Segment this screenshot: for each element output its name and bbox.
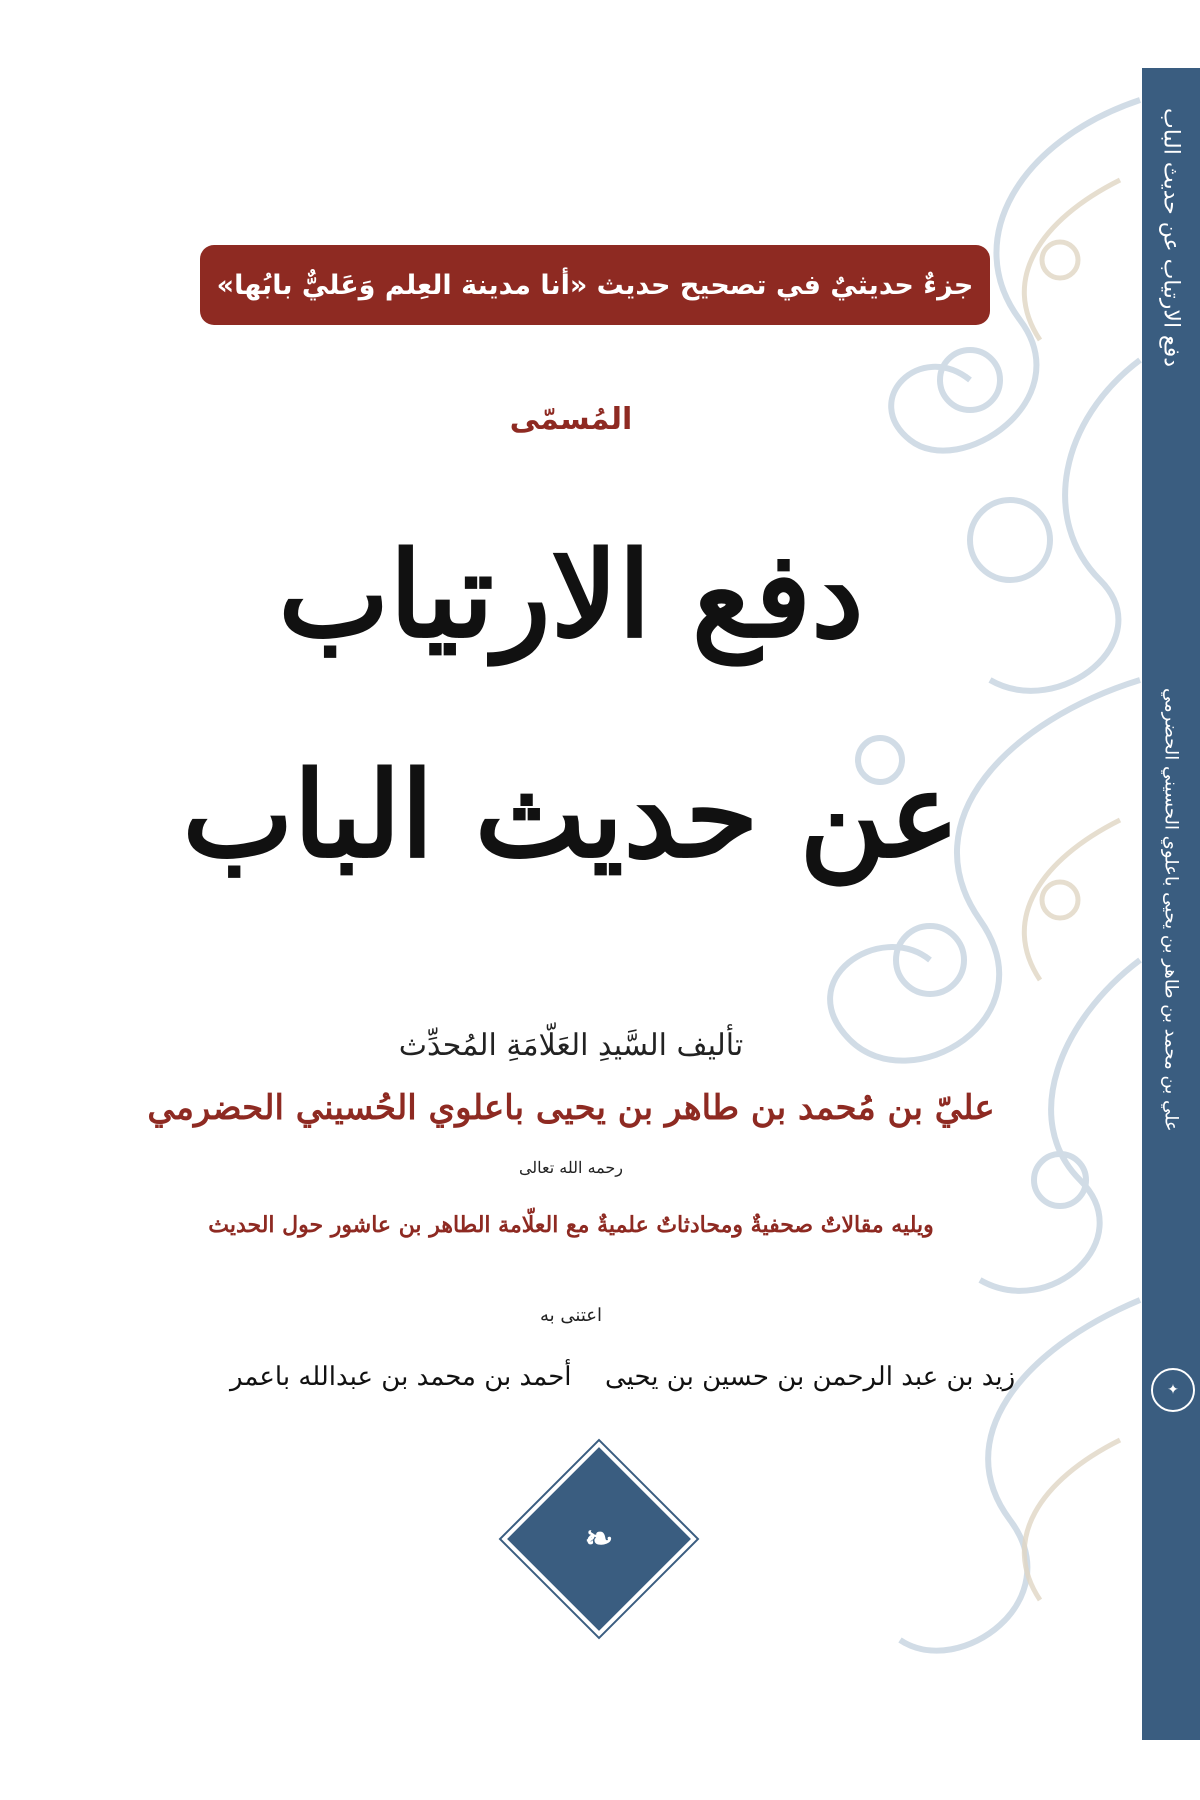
series-banner — [200, 245, 990, 325]
banner-text: جزءٌ حديثيٌ في تصحيح حديث «أنا مدينة العِلم وَعَليٌّ بابُها» — [216, 269, 974, 301]
book-spine — [1142, 68, 1200, 1740]
named-label: المُسمّى — [509, 402, 633, 437]
publisher-logo-icon: ❧ — [584, 1519, 614, 1559]
editor-name: زيد بن عبد الرحمن بن حسين بن يحيى — [605, 1362, 1016, 1392]
editors-label: اعتنى به — [540, 1305, 602, 1326]
publisher-logo — [501, 1441, 696, 1636]
book-title-line-2: عن حديث الباب — [182, 745, 960, 884]
author-name: عليّ بن مُحمد بن طاهر بن يحيى باعلوي الحُسيني الحضرمي — [147, 1088, 995, 1128]
spine-title: دفع الارتياب عن حديث الباب — [1158, 108, 1184, 368]
appendix-subtitle: ويليه مقالاتٌ صحفيةٌ ومحادثاتٌ علميةٌ مع العلّامة الطاهر بن عاشور حول الحديث — [208, 1212, 934, 1238]
author-prayer: رحمه الله تعالى — [518, 1158, 624, 1177]
spine-publisher-logo-icon: ✦ — [1151, 1368, 1195, 1412]
editor-name: أحمد بن محمد بن عبدالله باعمر — [230, 1362, 572, 1392]
book-title-line-1: دفع الارتياب — [278, 525, 864, 664]
author-intro: تأليف السَّيدِ العَلّامَةِ المُحدِّث — [398, 1028, 744, 1063]
spine-author: علي بن محمد بن طاهر بن يحيى باعلوي الحسيني الحضرمي — [1160, 688, 1182, 1132]
